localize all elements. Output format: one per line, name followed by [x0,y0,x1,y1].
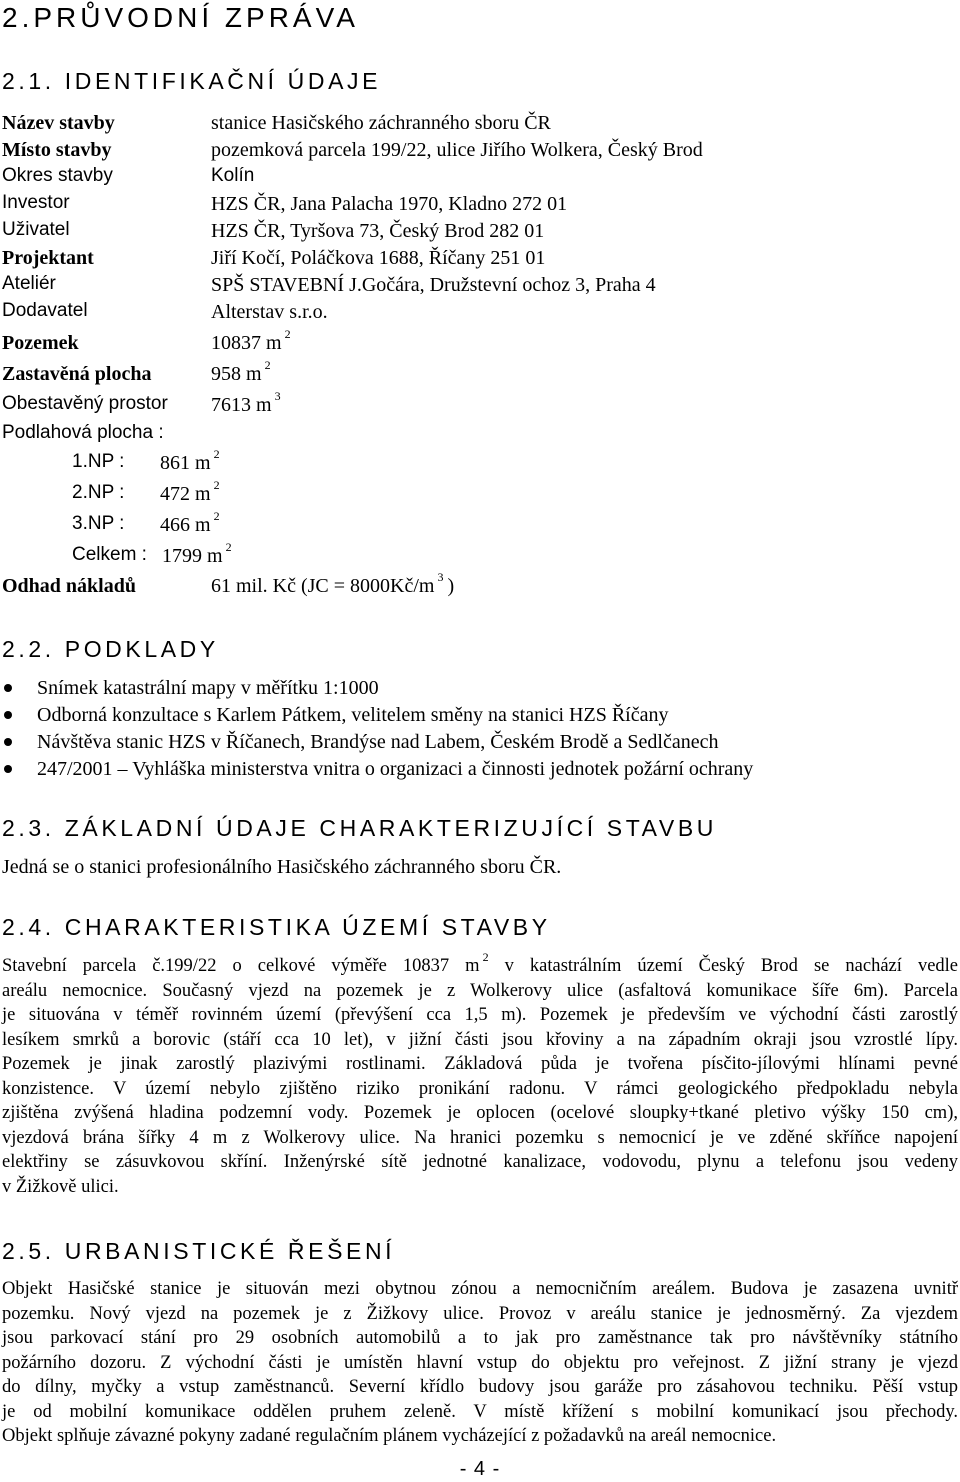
info-label: Okres stavby [2,165,113,186]
info-label: Ateliér [2,273,56,294]
paragraph-line: do dílny, myčky a vstup zaměstnanců. Severní křídlo budovy jsou garáže pro zásahovou techniku. Pěší vstup [2,1377,958,1397]
info-value: Alterstav s.r.o. [211,301,328,323]
paragraph-line: Pozemek je jinak zarostlý plazivými rostlinami. Základová půda je tvořena písčito-jílovými hlínami pevné [2,1054,958,1074]
info-label: Investor [2,192,70,213]
info-value: 61 mil. Kč (JC = 8000Kč/m $^3$ ) [211,570,455,597]
paragraph-line: Jedná se o stanici profesionálního Hasičského záchranného sboru ČR. [2,856,562,878]
info-label: Uživatel [2,219,70,240]
unit-exponent: 2 [482,949,489,964]
paragraph-line: požárního dozoru. Z východní části je umístěn hlavní vstup do objektu pro veřejnost. Z jižní strany je vjezd [2,1352,958,1373]
section-heading-urban: 2.5. URBANISTICKÉ ŘEŠENÍ [2,1238,396,1264]
info-value: Jiří Kočí, Poláčkova 1688, Říčany 251 01 [211,247,546,269]
section-heading-identification: 2.1. IDENTIFIKAČNÍ ÚDAJE [2,68,382,94]
info-value: 10837 m $^2$ [211,327,291,354]
info-label: Dodavatel [2,300,88,321]
info-value: Kolín [211,165,255,186]
info-value: 7613 m $^3$ [211,389,281,416]
bullet-icon [4,684,12,692]
paragraph-line: elektřiny se zásuvkovou skříní. Inženýrské sítě jednotné kanalizace, vodovodu, plynu a telefonu jsou vedeny [2,1152,958,1172]
territory-paragraph [2,949,959,1199]
paragraph-line: areálu nemocnice. Současný vjezd na pozemek je z Wolkerovy ulice (asfaltová komunikace šíře 6m). Parcela [2,980,958,1001]
info-value: pozemková parcela 199/22, ulice Jiřího Wolkera, Český Brod [211,139,703,161]
unit-exponent: 2 [213,509,220,524]
floor-value: 1799 m $^2$ [162,540,232,567]
unit-exponent: 2 [225,540,232,555]
floor-value: 861 m $^2$ [160,447,220,474]
bullet-icon [4,738,12,746]
page-number: - 4 - [459,1458,501,1480]
floor-value: 472 m $^2$ [160,478,220,505]
floor-value: 466 m $^2$ [160,509,220,536]
paragraph-line: pozemku. Nový vjezd na pozemek je z Žižkovy ulice. Provoz v areálu stanice je jednosměrný. Za vjezdem [2,1303,958,1324]
floor-label: 1.NP : [72,451,125,472]
info-label: Název stavby [2,112,115,134]
bullet-icon [4,711,12,719]
document-title: 2.PRŮVODNÍ ZPRÁVA [2,2,359,33]
paragraph-line: vjezdová brána šířky 4 m z Wolkerovy ulice. Na hranici pozemku s nemocnicí je ve zděné skříňce napojení [2,1127,958,1148]
paragraph-line: konzistence. V území nebylo zjištěno riziko pronikání radonu. V rámci geologického předpokladu nebyla [2,1078,958,1099]
info-label: Odhad nákladů [2,575,136,597]
paragraph-line: Objekt Hasičské stanice je situován mezi obytnou zónou a nemocničním areálem. Budova je zasazena uvnitř [2,1279,958,1299]
list-item-text: Návštěva stanic HZS v Říčanech, Brandýse nad Labem, Českém Brodě a Sedlčanech [37,731,719,753]
unit-exponent: 2 [264,358,271,373]
paragraph-line: lesíkem smrků a borovic (stáří cca 10 let), v jižní části jsou křoviny a na západním okraji jsou vzrostlé lípy. [2,1029,958,1050]
unit-exponent: 2 [213,447,220,462]
paragraph-line: je situována v téměř rovinném území (převýšení cca 1,5 m). Pozemek je především ve východní části zarostlý [2,1005,958,1025]
section-heading-sources: 2.2. PODKLADY [2,636,219,662]
floor-label: Celkem : [72,544,147,565]
bullet-icon [4,765,12,773]
unit-exponent: 2 [213,478,220,493]
info-label: Pozemek [2,332,79,354]
unit-exponent: 3 [274,389,281,404]
info-label: Zastavěná plocha [2,363,152,385]
paragraph-line: Objekt splňuje závazné pokyny zadané regulačním plánem vycházející z požadavků na areál nemocnice. [2,1426,777,1446]
paragraph-line: Stavební parcela č.199/22 o celkové výměře 10837 m $^2$ v katastrálním území Český Brod se nachází vedle [2,949,959,976]
info-value: HZS ČR, Jana Palacha 1970, Kladno 272 01 [211,193,568,215]
info-label: Obestavěný prostor [2,393,168,414]
unit-exponent: 2 [284,327,291,342]
info-label: Místo stavby [2,139,112,161]
urban-paragraph [2,1277,958,1449]
floor-label: 2.NP : [72,482,125,503]
list-item-text: Snímek katastrální mapy v měřítku 1:1000 [37,677,379,699]
info-value: stanice Hasičského záchranného sboru ČR [211,112,551,134]
section-heading-basic-data: 2.3. ZÁKLADNÍ ÚDAJE CHARAKTERIZUJÍCÍ STAVBU [2,815,717,841]
paragraph-line: v Žižkově ulici. [2,1176,119,1197]
paragraph-line: zjištěna zvýšená hladina podzemní vody. Pozemek je oplocen (ocelové sloupky+tkané pletivo výšky 150 cm), [2,1103,958,1123]
info-value: SPŠ STAVEBNÍ J.Gočára, Družstevní ochoz 3, Praha 4 [211,274,656,296]
basic-data-text [2,854,958,881]
paragraph-line: jsou parkovací stání pro 29 osobních automobilů a to jak pro zaměstnance tak pro návštěvníky státního [2,1328,958,1348]
info-value: 958 m $^2$ [211,358,271,385]
info-value: HZS ČR, Tyršova 73, Český Brod 282 01 [211,220,545,242]
paragraph-line: je od mobilní komunikace oddělen pruhem zeleně. V místě křížení s mobilní komunikací jsou přechody. [2,1401,958,1422]
info-label: Projektant [2,247,94,269]
list-item-text: Odborná konzultace s Karlem Pátkem, velitelem směny na stanici HZS Říčany [37,704,669,726]
info-label: Podlahová plocha : [2,422,164,443]
section-heading-territory: 2.4. CHARAKTERISTIKA ÚZEMÍ STAVBY [2,914,551,940]
unit-exponent: 3 [437,570,444,585]
list-item-text: 247/2001 – Vyhláška ministerstva vnitra o organizaci a činnosti jednotek požární ochrany [37,758,754,780]
floor-label: 3.NP : [72,513,125,534]
